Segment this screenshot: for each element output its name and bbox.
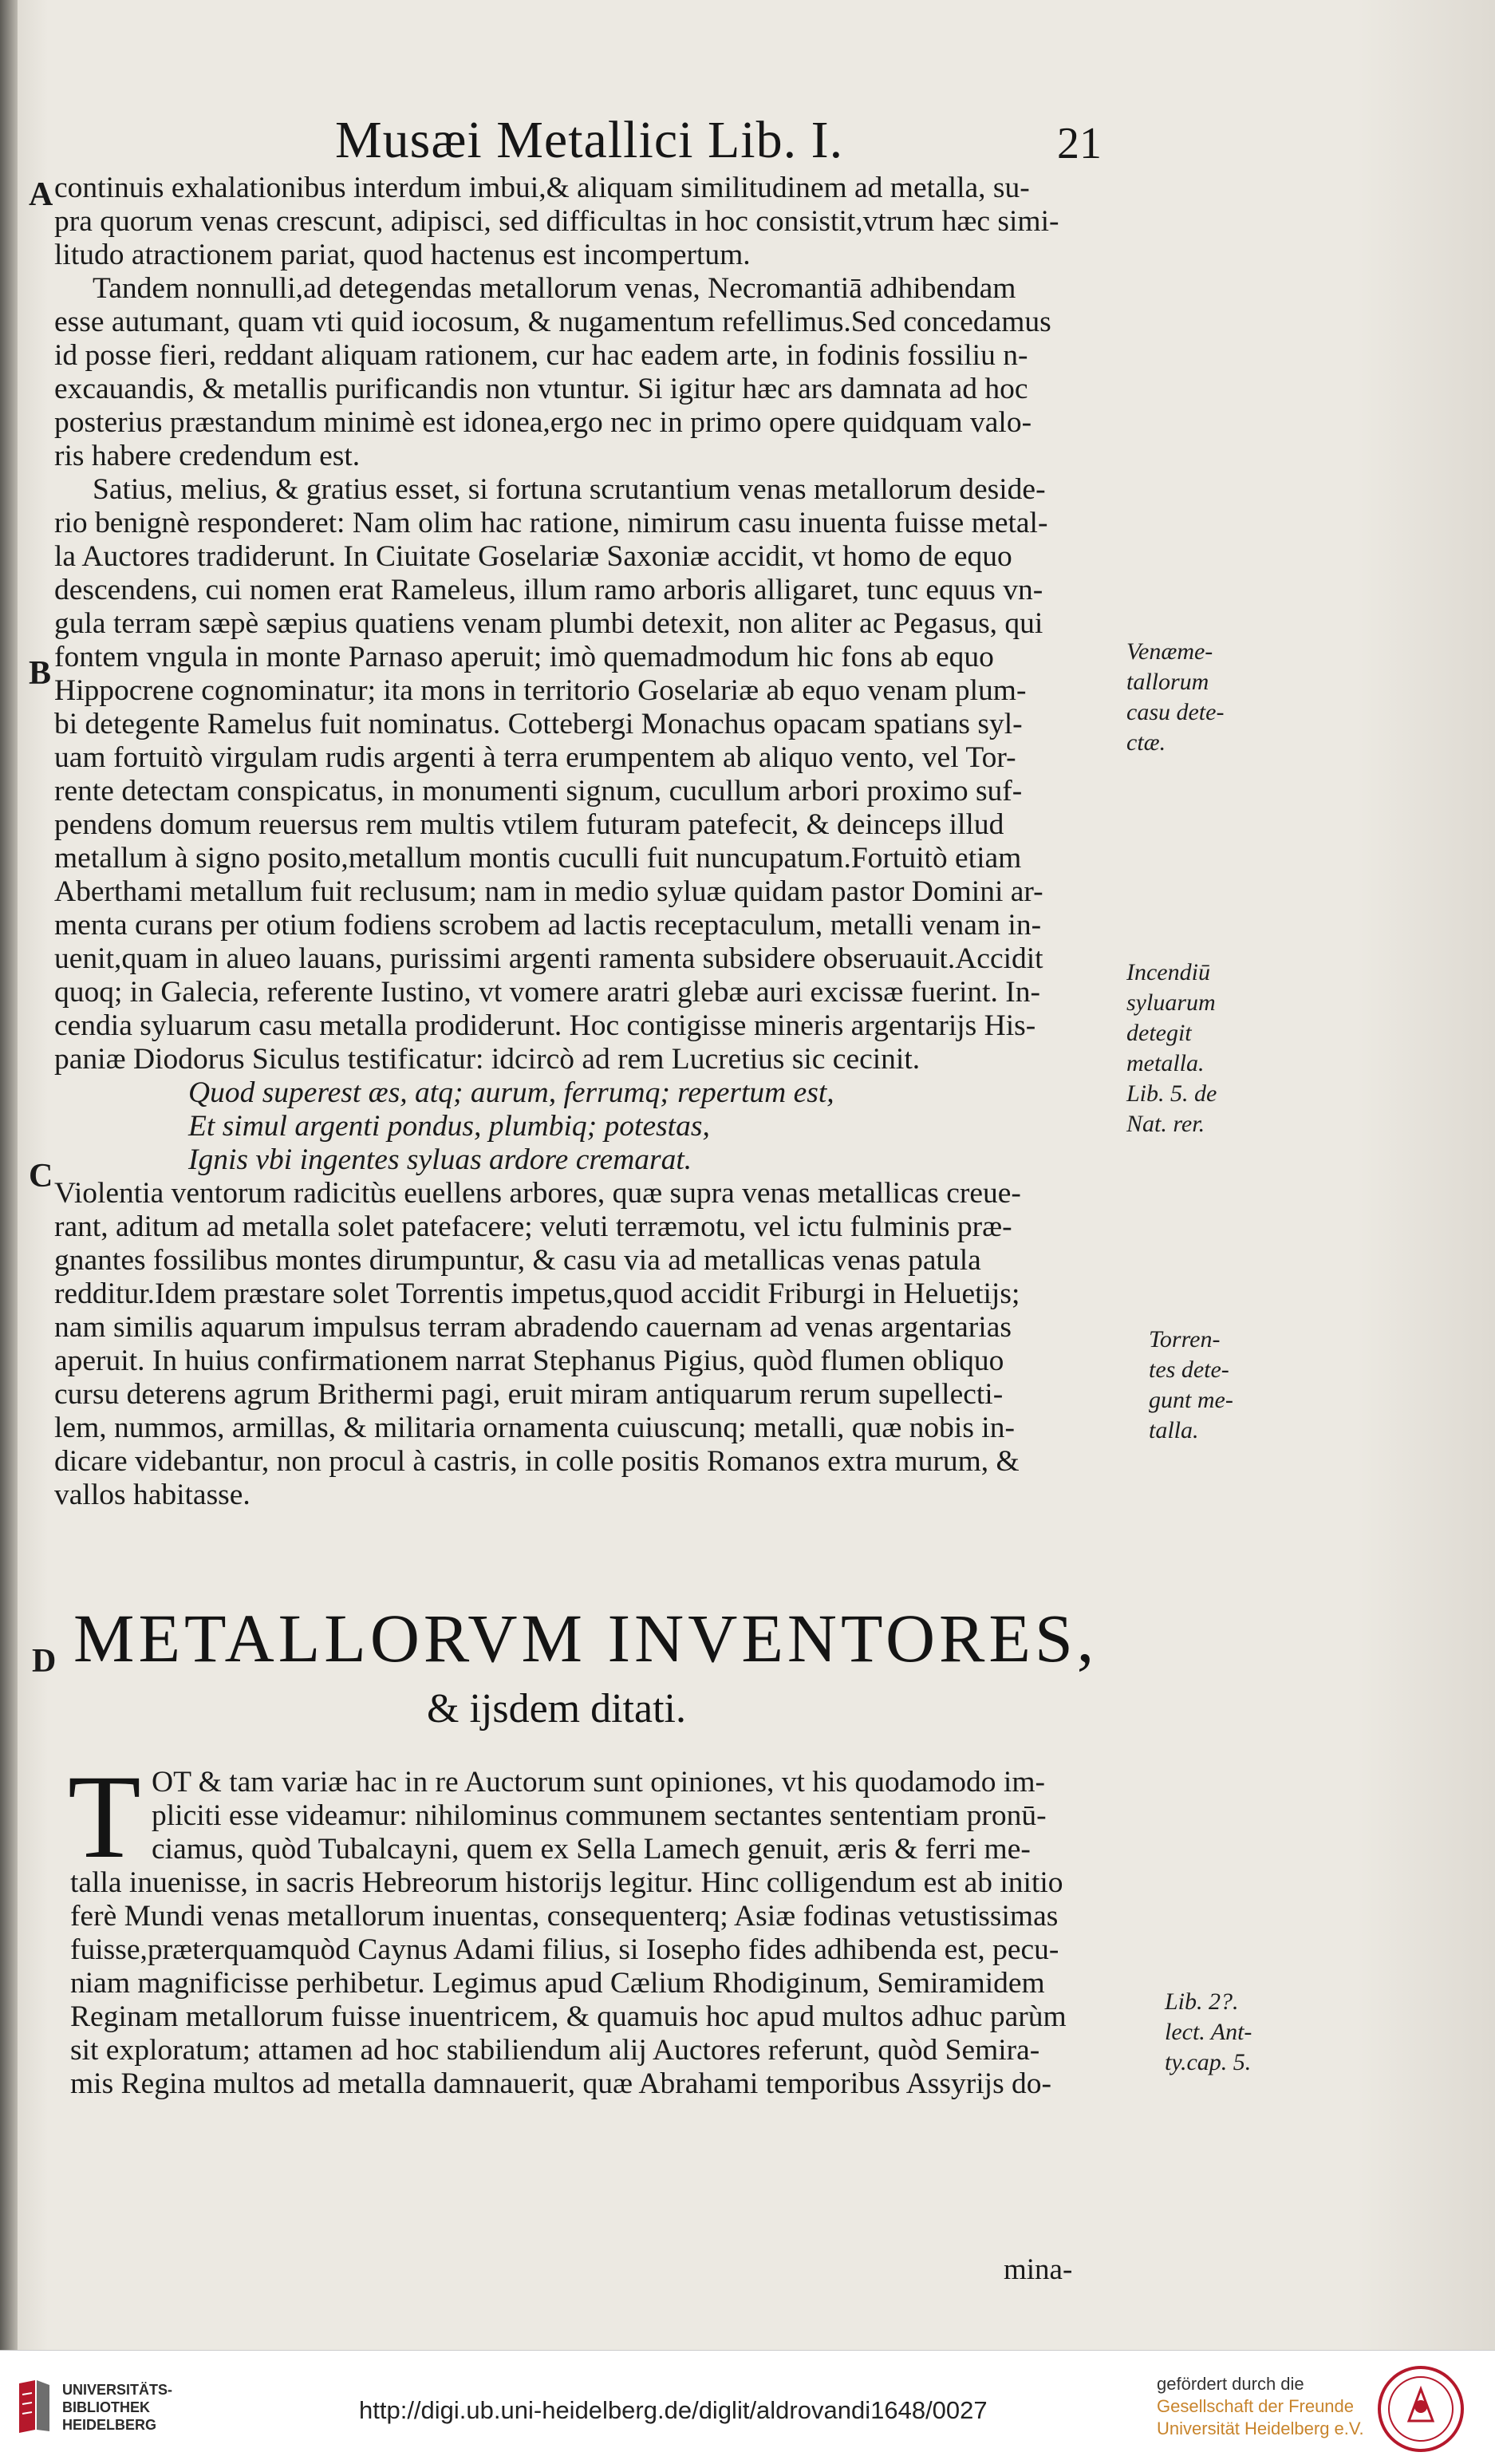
verse-line: Et simul argenti pondus, plumbiq; potestas, bbox=[188, 1110, 710, 1143]
text-line: Violentia ventorum radicitùs euellens arbores, quæ supra venas metallicas creue- bbox=[54, 1177, 1021, 1210]
main-text-block bbox=[54, 172, 1111, 1512]
sponsor-text: gefördert durch die Gesellschaft der Freunde Universität Heidelberg e.V. bbox=[1157, 2374, 1364, 2438]
book-spine-shadow bbox=[0, 0, 18, 2350]
text-line: Tandem nonnulli,ad detegendas metallorum venas, Necromantiā adhibendam bbox=[93, 272, 1016, 305]
text-line: quoq; in Galecia, referente Iustino, vt vomere aratri glebæ auri excissæ fuerint. In- bbox=[54, 976, 1041, 1009]
verse-line: Quod superest æs, atq; aurum, ferrumq; repertum est, bbox=[188, 1076, 834, 1109]
text-line: rio benignè responderet: Nam olim hac ratione, nimirum casu inuenta fuisse metal- bbox=[54, 507, 1048, 539]
text-line: Hippocrene cognominatur; ita mons in territorio Goselariæ ab equo venam plum- bbox=[54, 674, 1027, 707]
marginal-letter-a: A bbox=[29, 176, 53, 213]
margin-note-torrents: Torren- tes dete- gunt me- talla. bbox=[1149, 1326, 1233, 1443]
text-line: uam fortuitò virgulam rudis argenti à terra erumpentem ab aliquo vento, vel Tor- bbox=[54, 741, 1016, 774]
text-line: sit exploratum; attamen ad hoc stabiliendum alij Auctores referunt, quòd Semira- bbox=[70, 2034, 1040, 2067]
text-line: continuis exhalationibus interdum imbui,& aliquam similitudinem ad metalla, su- bbox=[54, 172, 1030, 204]
text-line: talla inuenisse, in sacris Hebreorum historijs legitur. Hinc colligendum est ab initio bbox=[70, 1866, 1063, 1899]
text-line: uenit,quam in alueo lauans, purissimi argenti ramenta subsidere obseruauit.Accidit bbox=[54, 942, 1043, 975]
text-line: ris habere credendum est. bbox=[54, 440, 361, 472]
text-line: cendia syluarum casu metalla prodiderunt. Hoc contigisse mineris argentarijs His- bbox=[54, 1009, 1036, 1042]
section-title: METALLORVM INVENTORES, bbox=[73, 1600, 1099, 1676]
text-line: metallum à signo posito,metallum montis cuculli fuit nuncupatum.Fortuitò etiam bbox=[54, 842, 1022, 875]
text-line: menta curans per otium fodiens scrobem ad lactis receptaculum, metalli venam in- bbox=[54, 909, 1042, 942]
text-line: ciamus, quòd Tubalcayni, quem ex Sella Lamech genuit, æris & ferri me- bbox=[152, 1833, 1031, 1866]
text-line: dicare videbantur, non procul à castris, in colle positis Romanos extra murum, & bbox=[54, 1445, 1020, 1478]
text-line: gula terram sæpè sæpius quatiens venam plumbi detexit, non aliter ac Pegasus, qui bbox=[54, 607, 1043, 640]
marginal-letter-b: B bbox=[29, 655, 52, 692]
text-line: esse autumant, quam vti quid iocosum, & nugamentum refellimus.Sed concedamus bbox=[54, 306, 1051, 338]
text-line: Aberthami metallum fuit reclusum; nam in medio syluæ quidam pastor Domini ar- bbox=[54, 875, 1043, 908]
text-line: posterius præstandum minimè est idonea,ergo nec in primo opere quidquam valo- bbox=[54, 406, 1032, 439]
margin-note-citation: Lib. 2?. lect. Ant- ty.cap. 5. bbox=[1165, 1988, 1252, 2075]
text-line: nam similis aquarum impulsus terram abradendo cauernam ad venas argentarias bbox=[54, 1311, 1012, 1344]
text-line: descendens, cui nomen erat Rameleus, illum ramo arboris alligaret, tunc equus vn- bbox=[54, 574, 1043, 606]
text-line: gnantes fossilibus montes dirumpuntur, & casu via ad metallicas venas patula bbox=[54, 1244, 981, 1277]
marginal-letter-d: D bbox=[32, 1643, 57, 1680]
text-line: fontem vngula in monte Parnaso aperuit; imò quemadmodum hic fons ab equo bbox=[54, 641, 994, 673]
section-subtitle: & ijsdem ditati. bbox=[427, 1686, 686, 1732]
text-line: pendens domum reuersus rem multis vtilem futuram patefecit, & deinceps illud bbox=[54, 808, 1004, 841]
library-logo-icon bbox=[16, 2379, 53, 2434]
text-line: aperuit. In huius confirmationem narrat Stephanus Pigius, quòd flumen obliquo bbox=[54, 1345, 1004, 1377]
text-line: vallos habitasse. bbox=[54, 1479, 250, 1511]
text-line: ferè Mundi venas metallorum inuentas, consequenterq; Asiæ fodinas vetustissimas bbox=[70, 1900, 1059, 1933]
marginal-letter-c: C bbox=[29, 1158, 53, 1194]
text-line: excauandis, & metallis purificandis non vtuntur. Si igitur hæc ars damnata ad hoc bbox=[54, 373, 1028, 405]
university-seal-icon bbox=[1377, 2365, 1465, 2453]
text-line: rant, aditum ad metalla solet patefacere; veluti terræmotu, vel ictu fulminis præ- bbox=[54, 1210, 1012, 1243]
running-title: Musæi Metallici Lib. I. bbox=[335, 111, 844, 169]
text-line: niam magnificisse perhibetur. Legimus apud Cælium Rhodiginum, Semiramidem bbox=[70, 1967, 1045, 2000]
drop-cap-letter: T bbox=[68, 1751, 141, 1883]
library-name: UNIVERSITÄTS- BIBLIOTHEK HEIDELBERG bbox=[62, 2382, 173, 2433]
margin-note-forest-fires: Incendiū syluarum detegit metalla. Lib. 5. de Nat. rer. bbox=[1126, 959, 1217, 1137]
text-line: id posse fieri, reddant aliquam rationem, cur hac eadem arte, in fodinis fossiliu n- bbox=[54, 339, 1028, 372]
text-line: OT & tam variæ hac in re Auctorum sunt opiniones, vt his quodamodo im- bbox=[152, 1766, 1046, 1799]
text-line: bi detegente Ramelus fuit nominatus. Cottebergi Monachus opacam spatians syl- bbox=[54, 708, 1023, 740]
page-number: 21 bbox=[1057, 119, 1102, 168]
text-line: mis Regina multos ad metalla damnauerit, quæ Abrahami temporibus Assyrijs do- bbox=[70, 2067, 1052, 2100]
digitization-footer bbox=[0, 2350, 1495, 2464]
text-line: Satius, melius, & gratius esset, si fortuna scrutantium venas metallorum deside- bbox=[93, 473, 1046, 506]
text-line: Reginam metallorum fuisse inuentricem, & quamuis hoc apud multos adhuc parùm bbox=[70, 2000, 1067, 2033]
text-line: cursu deterens agrum Brithermi pagi, eruit miram antiquarum rerum supellecti- bbox=[54, 1378, 1004, 1411]
text-line: lem, nummos, armillas, & militaria ornamenta cuiuscunq; metalli, quæ nobis in- bbox=[54, 1412, 1015, 1444]
text-line: fuisse,præterquamquòd Caynus Adami filius, si Iosepho fides adhibenda est, pecu- bbox=[70, 1933, 1059, 1966]
text-line: redditur.Idem præstare solet Torrentis impetus,quod accidit Friburgi in Heluetijs; bbox=[54, 1277, 1020, 1310]
text-line: rente detectam conspicatus, in monumenti signum, cucullum arbori proximo suf- bbox=[54, 775, 1023, 808]
text-line: pliciti esse videamur: nihilominus communem sectantes sententiam pronū- bbox=[152, 1799, 1047, 1832]
margin-note-casual-discovery: Venæme- tallorum casu dete- ctæ. bbox=[1126, 638, 1225, 756]
verse-line: Ignis vbi ingentes syluas ardore cremarat. bbox=[188, 1143, 692, 1176]
text-line: pra quorum venas crescunt, adipisci, sed difficultas in hoc consistit,vtrum hæc simi- bbox=[54, 205, 1059, 238]
catchword: mina- bbox=[1004, 2253, 1073, 2286]
text-line: la Auctores tradiderunt. In Ciuitate Goselariæ Saxoniæ accidit, vt homo de equo bbox=[54, 540, 1012, 573]
permalink-url[interactable]: http://digi.ub.uni-heidelberg.de/diglit/aldrovandi1648/0027 bbox=[359, 2396, 988, 2424]
section-text-block bbox=[70, 1766, 1115, 2101]
text-line: litudo atractionem pariat, quod hactenus est incompertum. bbox=[54, 239, 751, 271]
text-line: paniæ Diodorus Siculus testificatur: idcircò ad rem Lucretius sic cecinit. bbox=[54, 1043, 921, 1076]
